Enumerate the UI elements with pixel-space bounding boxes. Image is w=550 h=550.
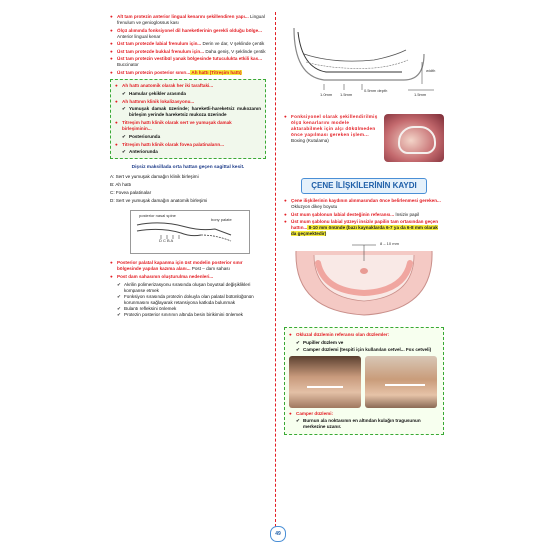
dimension-label: width: [426, 68, 436, 73]
boxing-note-row: [284, 114, 444, 170]
option-d: D: Sert ve yumuşak damağın anatomik birleşimi: [110, 198, 208, 204]
impression-photo: [384, 114, 444, 162]
list-item: ● Üst tam protezin posterior sınırı... Ah hattı (Titreşim hattı): [110, 70, 266, 76]
list-item: ● Okluzal düzlemin referansı olan düzlemler:: [289, 332, 439, 338]
measure-label: 8 – 10 mm: [380, 241, 399, 247]
list-item: ● Üst tam protezde labial frenulum için... Derin ve dar, V şeklinde çentik: [110, 41, 266, 47]
dimension-label: 1.5mm: [340, 92, 353, 97]
wax-rim-figure: [284, 241, 444, 321]
option-c: C: Fovea palatinalar: [110, 190, 152, 196]
figure-letters: D C B A: [159, 238, 174, 244]
left-column: [110, 14, 266, 318]
face-photo-side: [365, 356, 437, 408]
section-title: ÇENE İLİŞKİLERİNİN KAYDI: [301, 178, 427, 194]
answer: ✔ Burnun ala noktasının en altından kulağın tragusunun merkezine uzanır.: [295, 418, 439, 430]
dimension-label: 1.5mm: [414, 92, 427, 97]
dimension-label: 0.5mm depth: [364, 88, 388, 93]
reason: ✔ Bulantı refleksini önlemek: [116, 306, 266, 312]
list-item: ● Ah hattının klinik lokalizasyonu...: [115, 99, 261, 105]
sagittal-section-figure: [130, 210, 250, 254]
reason: ✔ Protezin posterior sınırının altında besin birikimini önlemek: [116, 312, 266, 318]
list-item: ● Fonksiyonel olarak şekillendirilmiş ölçü kenarlarını modele aktarabilmek için alçı dökülmeden önce yapılması gereken işlem... Boxing (Kutulama): [284, 114, 378, 144]
top-bullet-list: [110, 14, 266, 76]
page-number: 49: [270, 526, 286, 542]
list-item: ● Posterior palatal kapanma için üst modelin posterior sınır bölgesinde yapılan kazıma alanı... Post – dam sahası: [110, 260, 266, 272]
photo-row: [289, 356, 439, 408]
list-item: ● Post dam sahasının oluşturulma nedenleri...: [110, 274, 266, 280]
answer: ✔ Posteriorunda: [121, 134, 261, 140]
dimension-label: 1.0mm: [320, 92, 333, 97]
reason: ✔ Akrilin polimerizasyonu sırasında oluşan boyutsal değişiklikleri kompanse etmek: [116, 282, 266, 294]
reason: ✔ Fonksiyon sırasında protezin dokuyla olan palatal bütünlüğünün korunmasını sağlayarak retansiyona katkıda bulunmak: [116, 294, 266, 306]
jaw-relation-list: [284, 198, 444, 237]
answer: ✔ Camper düzlemi (tespiti için kullanılan cetvel... Fox cetveli): [295, 347, 439, 353]
bottom-bullet-list: [110, 260, 266, 280]
list-item: ● Üst mum şablonun labial desteğinin referansı... İnsiziv papil: [284, 212, 444, 218]
figure-question: Dişsiz maksillada orta hattan geçen sagittal kesit.: [131, 165, 245, 171]
ah-line-info-box: [110, 79, 266, 159]
occlusal-plane-box: [284, 327, 444, 435]
option-a: A: Sert ve yumuşak damağın klinik birleşimi: [110, 174, 199, 180]
list-item: ● Ölçü alımında fonksiyonel dil hareketlerinin gerekli olduğu bölge... Anterior lingual kenar: [110, 28, 266, 40]
figure-label: posterior nasal spine: [139, 213, 176, 219]
figure-label: bony palate: [211, 217, 232, 223]
answer: ✔ Pupiller düzlem ve: [295, 340, 439, 346]
list-item: ● Titreşim hattı klinik olarak sert ve yumuşak damak birleşiminin...: [115, 120, 261, 132]
boxing-note: [284, 114, 378, 146]
list-item: ● Alt tam protezin anterior lingual kenarını şekillendiren yapı... Lingual frenulum ve genioglossus kası: [110, 14, 266, 26]
list-item: ● Camper düzlemi:: [289, 411, 439, 417]
column-divider: [275, 12, 276, 537]
list-item: ● Üst mum şablonu labial yüzeyi insiziv papilin tam ortasından geçen hattın... 8-10 mm önünde (bazı kaynaklarda 6-7 ya da 6-8 mm olarak da geçmektedir): [284, 219, 444, 237]
list-item: ● Çene ilişkilerinin kaydının alınmasından önce belirlenmesi gereken... Okluzyon dikey boyutu: [284, 198, 444, 210]
answer: ✔ Hamular çekikler arasında: [121, 91, 261, 97]
answer: ✔ Anteriorunda: [121, 149, 261, 155]
answer: ✔ Yumuşak damak üzerinde; hareketli-hareketsiz mukozanın birleşim yerinde hareketsiz mukoza üzerinde: [121, 106, 261, 118]
boxing-diagram: [284, 14, 444, 110]
list-item: ● Üst tam protezin vestibül yanak bölgesinde tutuculukta etkili kas... Buccinator: [110, 56, 266, 68]
option-b: B: Ah hattı: [110, 182, 132, 188]
list-item: ● Üst tam protezde bukkal frenulum için... Daha geniş, V şeklinde çentik: [110, 49, 266, 55]
right-column: [284, 14, 444, 435]
list-item: ● Ah hattı anatomik olarak her iki taraftaki...: [115, 83, 261, 89]
list-item: ● Titreşim hattı klinik olarak fovea palatinaların...: [115, 142, 261, 148]
face-photo-front: [289, 356, 361, 408]
